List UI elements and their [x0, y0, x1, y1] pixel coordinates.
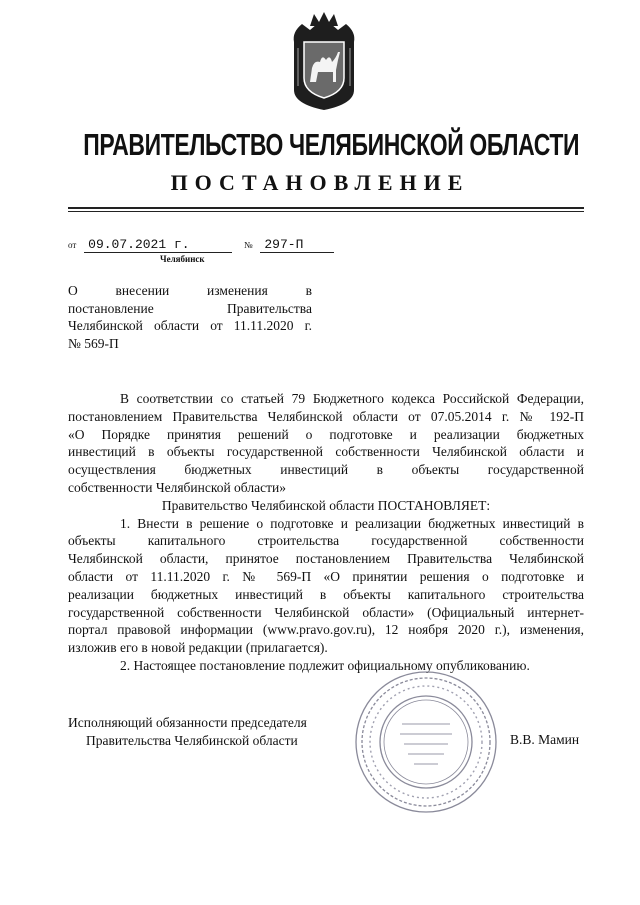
preamble-line: «О Порядке принятия решений о подготовке и реализации бюджетных [68, 426, 584, 442]
item-1-line: государственной собственности Челябинской области» (Официальный интернет- [68, 604, 584, 620]
preamble-line: собственности Челябинской области» [68, 479, 286, 495]
number-prefix: № [243, 240, 253, 250]
coat-of-arms-icon [288, 12, 360, 112]
subject-line: О внесении изменения в [68, 283, 312, 298]
preamble-line: постановлением Правительства Челябинской области от 07.05.2014 г. № 192-П [68, 408, 584, 424]
city-label: Челябинск [160, 254, 205, 264]
preamble-line: инвестиций в объекты государственной собственности Челябинской области и [68, 444, 584, 460]
header-rule-thin [68, 211, 584, 212]
item-1-line: области от 11.11.2020 г. № 569-П «О принятии решения о подготовке и [68, 568, 584, 584]
document-body [68, 390, 584, 675]
item-1-line: портал правовой информации (www.pravo.gov.ru), 12 ноября 2020 г.), изменения, [68, 622, 584, 638]
preamble-line: В соответствии со статьей 79 Бюджетного кодекса Российской Федерации, [120, 391, 584, 406]
date-prefix: от [68, 240, 77, 250]
subject-block [68, 282, 312, 352]
header-rule [68, 207, 584, 209]
resolves-line: Правительство Челябинской области ПОСТАНОВЛЯЕТ: [161, 497, 491, 513]
signer-name: В.В. Мамин [510, 732, 580, 747]
subject-line: № 569-П [68, 335, 119, 351]
document-number: 297-П [260, 237, 334, 253]
signer-position-line: Исполняющий обязанности председателя [68, 715, 307, 730]
item-1-line: реализации бюджетных инвестиций в объекты капитального строительства [68, 586, 584, 602]
subject-line: Челябинской области от 11.11.2020 г. [68, 318, 312, 333]
item-2-line: 2. Настоящее постановление подлежит официальному опубликованию. [120, 657, 530, 673]
document-type-title: ПОСТАНОВЛЕНИЕ [170, 170, 470, 195]
item-1-line: 1. Внести в решение о подготовке и реализации бюджетных инвестиций в [120, 515, 584, 531]
subject-line: постановление Правительства [68, 300, 312, 316]
organization-title: ПРАВИТЕЛЬСТВО ЧЕЛЯБИНСКОЙ ОБЛАСТИ [83, 127, 580, 162]
signer-position-line: Правительства Челябинской области [86, 733, 298, 748]
item-1-line: Челябинской области, принятое постановлением Правительства Челябинской [68, 551, 584, 567]
item-1-line: изложив его в новой редакции (прилагается). [68, 640, 328, 656]
document-date: 09.07.2021 г. [84, 237, 232, 253]
official-seal-icon [350, 668, 502, 816]
signer-position [68, 714, 307, 750]
item-1-line: объекты капитального строительства государственной собственности [68, 533, 584, 549]
preamble-line: осуществления бюджетных инвестиций в объекты государственной [68, 462, 584, 478]
